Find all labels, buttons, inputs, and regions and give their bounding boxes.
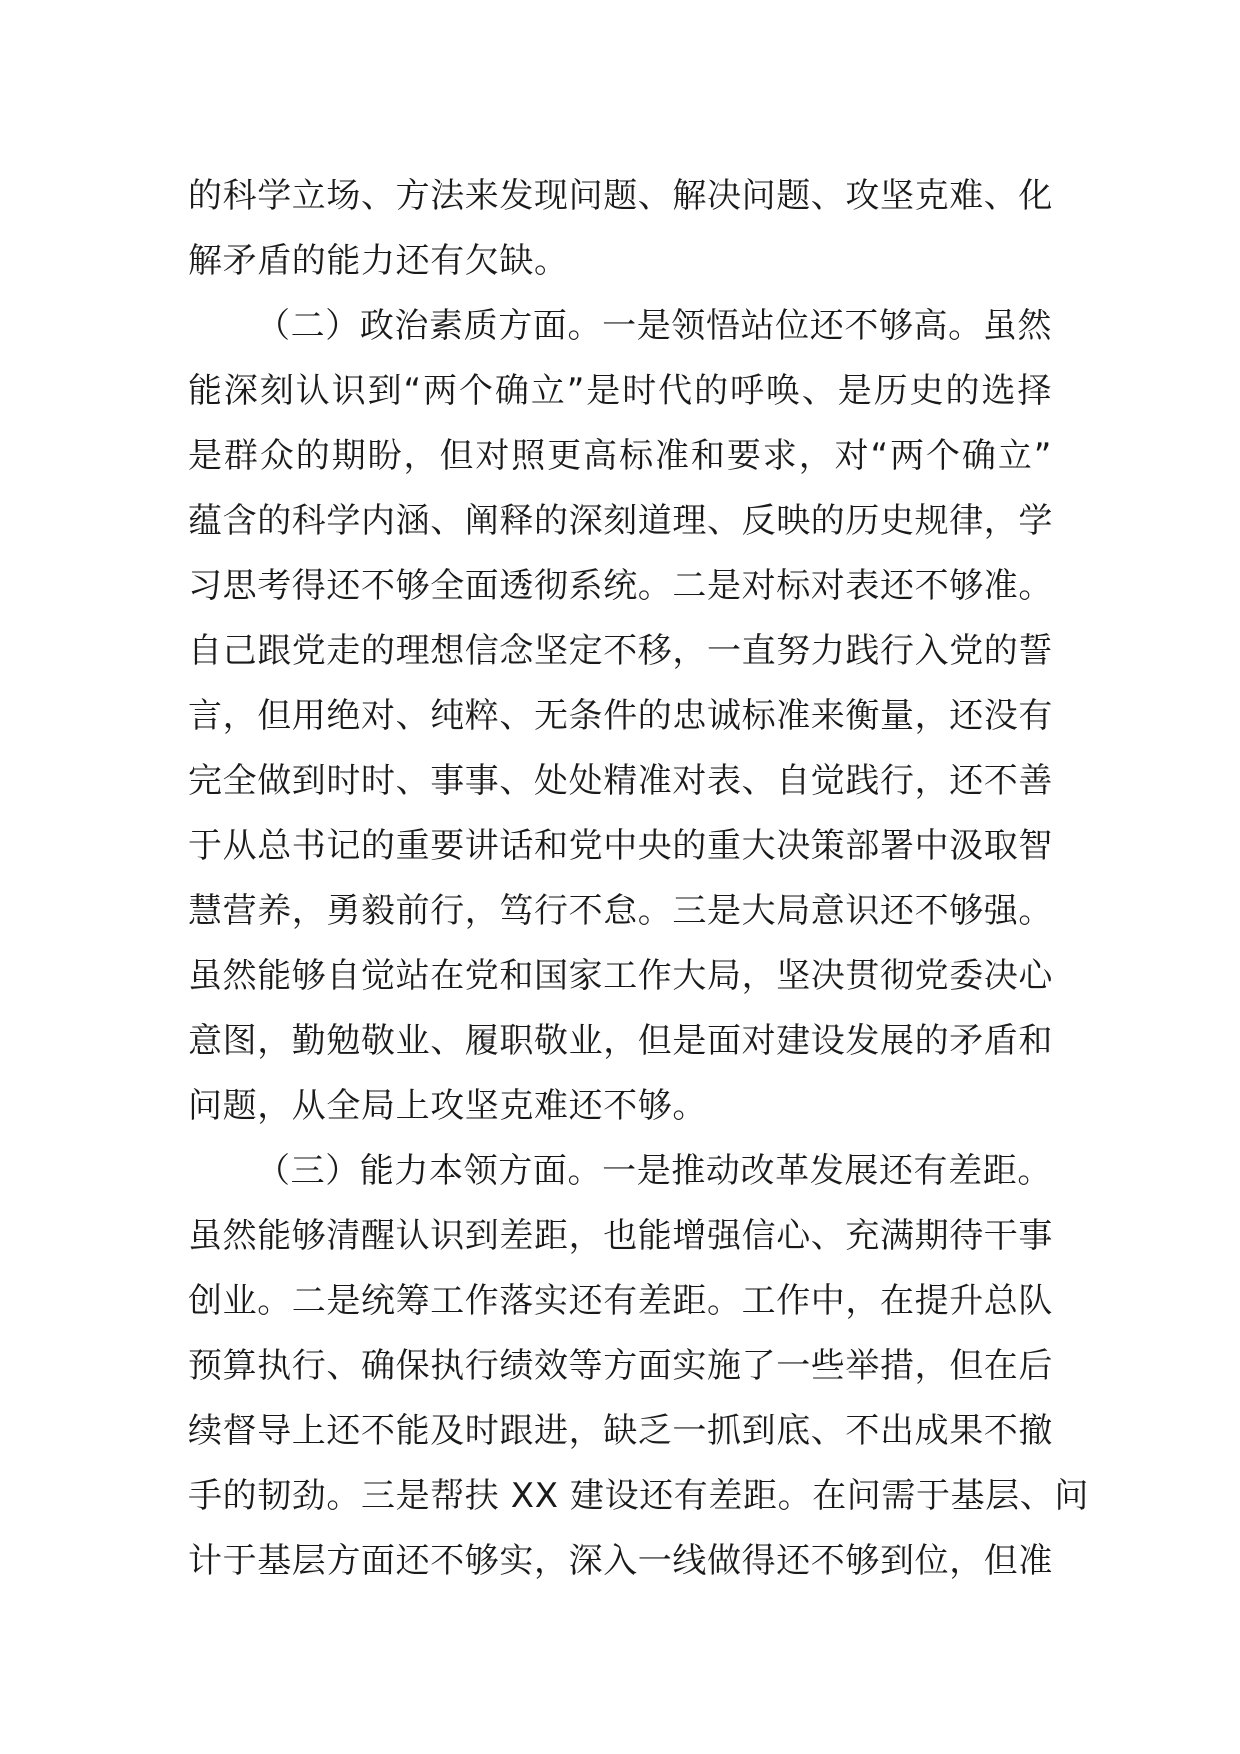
body-text <box>188 164 1089 1594</box>
text-line: 蕴含的科学内涵、阐释的深刻道理、反映的历史规律，学 <box>188 501 1053 541</box>
section-heading-line: （二）政治素质方面。一是领悟站位还不够高。虽然 <box>256 306 1052 346</box>
text-line: 自己跟党走的理想信念坚定不移，一直努力践行入党的誓 <box>188 631 1053 671</box>
text-line: 预算执行、确保执行绩效等方面实施了一些举措，但在后 <box>188 1346 1053 1386</box>
text-line: 是群众的期盼，但对照更高标准和要求，对“两个确立” <box>188 436 1052 476</box>
text-line: 的科学立场、方法来发现问题、解决问题、攻坚克难、化 <box>188 176 1053 216</box>
text-line: 于从总书记的重要讲话和党中央的重大决策部署中汲取智 <box>188 826 1053 866</box>
text-line: 计于基层方面还不够实，深入一线做得还不够到位，但准 <box>188 1541 1053 1581</box>
text-line: 慧营养，勇毅前行，笃行不怠。三是大局意识还不够强。 <box>188 891 1053 931</box>
text-line: 创业。二是统筹工作落实还有差距。工作中，在提升总队 <box>188 1281 1053 1321</box>
text-line: 续督导上还不能及时跟进，缺乏一抓到底、不出成果不撤 <box>188 1411 1053 1451</box>
text-line: 完全做到时时、事事、处处精准对表、自觉践行，还不善 <box>188 761 1053 801</box>
section-heading-line: （三）能力本领方面。一是推动改革发展还有差距。 <box>256 1151 1052 1191</box>
text-line: 言，但用绝对、纯粹、无条件的忠诚标准来衡量，还没有 <box>188 696 1053 736</box>
text-line: 解矛盾的能力还有欠缺。 <box>188 241 569 281</box>
text-line: 问题，从全局上攻坚克难还不够。 <box>188 1086 707 1126</box>
text-line: 虽然能够自觉站在党和国家工作大局，坚决贯彻党委决心 <box>188 956 1053 996</box>
text-line: 手的韧劲。三是帮扶 XX 建设还有差距。在问需于基层、问 <box>188 1476 1089 1516</box>
text-line: 意图，勤勉敬业、履职敬业，但是面对建设发展的矛盾和 <box>188 1021 1053 1061</box>
text-line: 虽然能够清醒认识到差距，也能增强信心、充满期待干事 <box>188 1216 1053 1256</box>
text-line: 习思考得还不够全面透彻系统。二是对标对表还不够准。 <box>188 566 1053 606</box>
text-line: 能深刻认识到“两个确立”是时代的呼唤、是历史的选择 <box>188 371 1052 411</box>
